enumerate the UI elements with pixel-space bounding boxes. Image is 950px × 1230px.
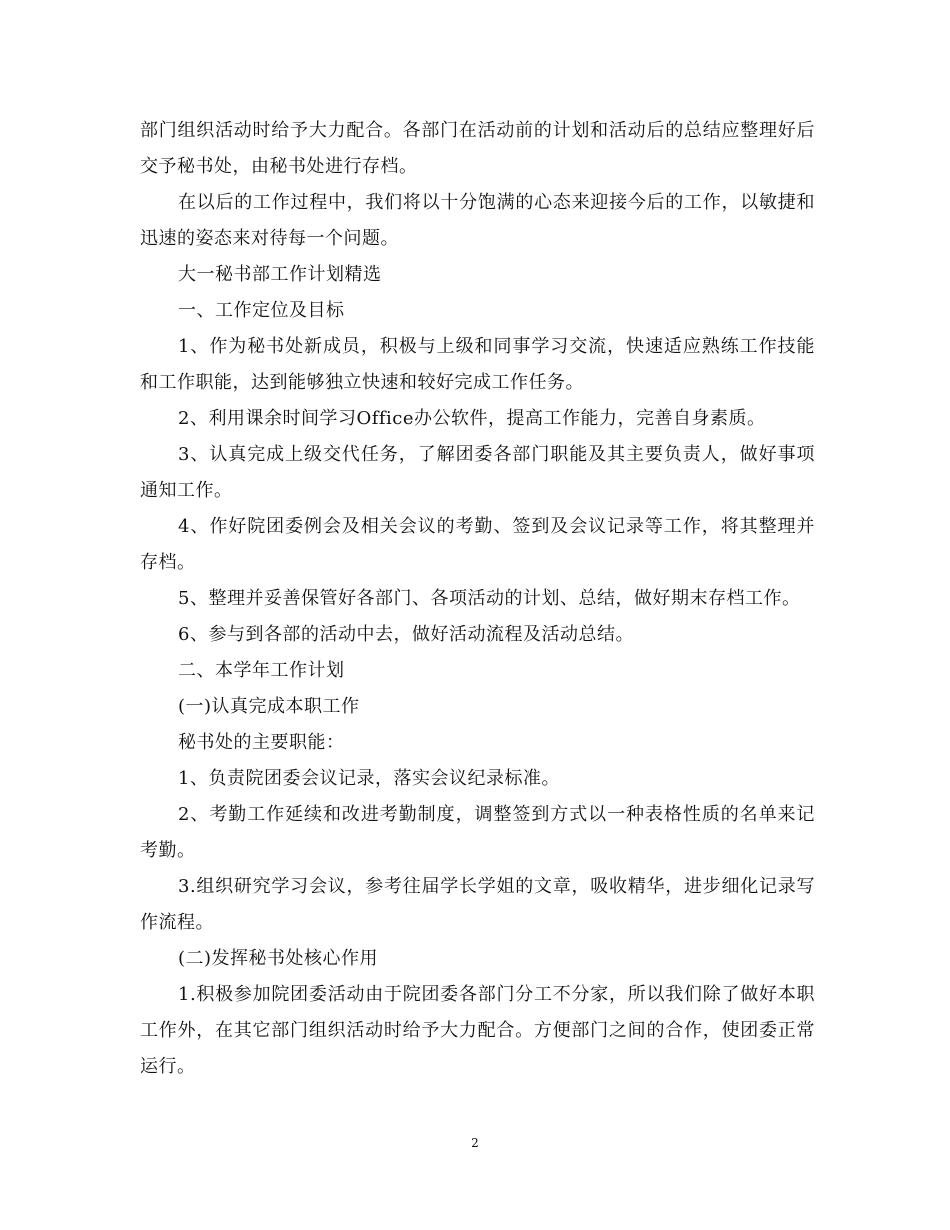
- page-number: 2: [471, 1136, 479, 1150]
- section-heading: 二、本学年工作计划: [178, 660, 345, 681]
- list-item: 6、参与到各部的活动中去，做好活动流程及活动总结。: [178, 624, 634, 645]
- subsection-heading: (二)发挥秘书处核心作用: [178, 948, 379, 969]
- list-item: 3、认真完成上级交代任务，了解团委各部门职能及其主要负责人，做好事项通知工作。: [140, 444, 815, 501]
- document-title: 大一秘书部工作计划精选: [178, 264, 382, 285]
- list-item: 1、负责院团委会议记录，落实会议纪录标准。: [178, 768, 560, 789]
- list-item: 2、利用课余时间学习Office办公软件，提高工作能力，完善自身素质。: [178, 408, 766, 429]
- list-item: 5、整理并妥善保管好各部门、各项活动的计划、总结，做好期末存档工作。: [178, 588, 801, 609]
- paragraph: 秘书处的主要职能：: [178, 732, 345, 753]
- list-item: 2、考勤工作延续和改进考勤制度，调整签到方式以一种表格性质的名单来记考勤。: [140, 804, 815, 861]
- list-item: 1、作为秘书处新成员，积极与上级和同事学习交流，快速适应熟练工作技能和工作职能，达到能够独立快速和较好完成工作任务。: [140, 336, 815, 393]
- paragraph: 在以后的工作过程中，我们将以十分饱满的心态来迎接今后的工作，以敏捷和迅速的姿态来对待每一个问题。: [140, 192, 815, 249]
- section-heading: 一、工作定位及目标: [178, 300, 345, 321]
- document-body: [140, 113, 815, 1085]
- list-item: 4、作好院团委例会及相关会议的考勤、签到及会议记录等工作，将其整理并存档。: [140, 516, 815, 573]
- paragraph: 部门组织活动时给予大力配合。各部门在活动前的计划和活动后的总结应整理好后交予秘书处，由秘书处进行存档。: [140, 120, 815, 177]
- list-item: 3.组织研究学习会议，参考往届学长学姐的文章，吸收精华，进步细化记录写作流程。: [140, 876, 815, 933]
- subsection-heading: (一)认真完成本职工作: [178, 696, 360, 717]
- list-item: 1.积极参加院团委活动由于院团委各部门分工不分家，所以我们除了做好本职工作外，在其它部门组织活动时给予大力配合。方便部门之间的合作，使团委正常运行。: [140, 984, 815, 1077]
